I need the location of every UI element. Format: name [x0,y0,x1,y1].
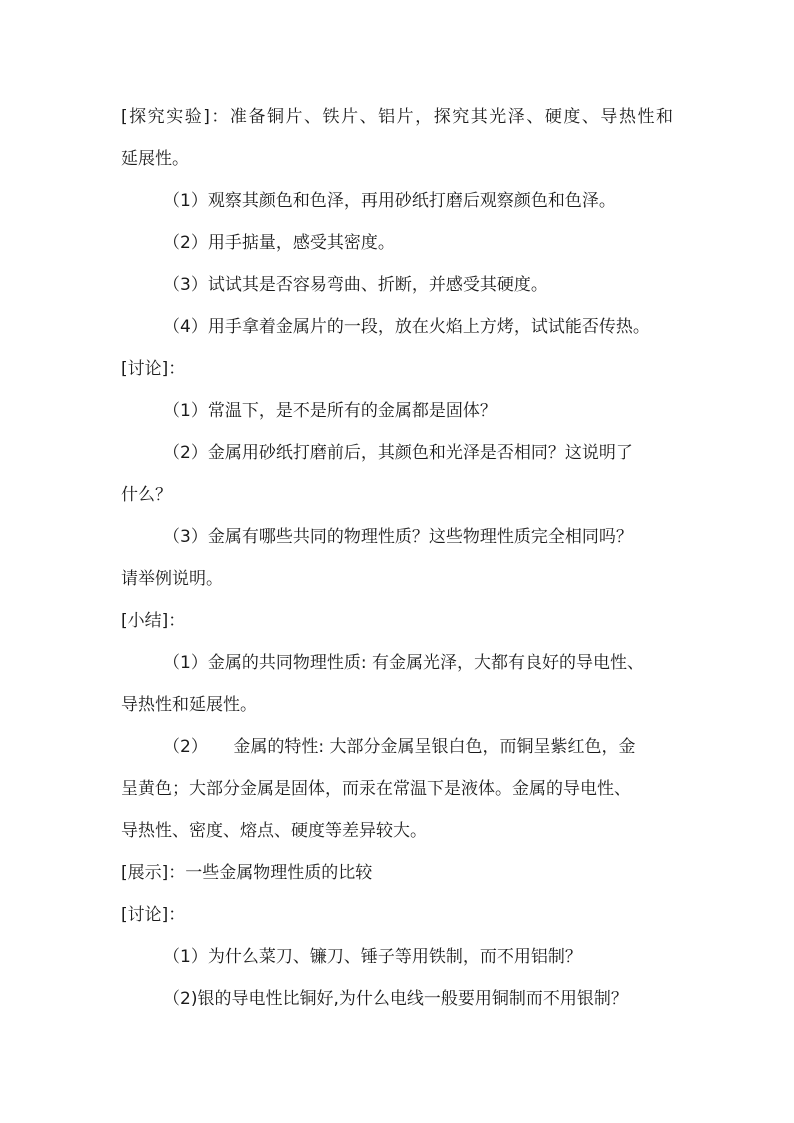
discussion-heading-2: [讨论]： [121,905,186,925]
summary-point-2-continuation-1: 呈黄色；大部分金属是固体，而汞在常温下是液体。金属的导电性、 [121,779,631,799]
display-heading: [展示]：一些金属物理性质的比较 [121,863,373,883]
experiment-step-2: （2）用手掂量，感受其密度。 [163,233,395,253]
summary-heading: [小结]： [121,611,186,631]
experiment-heading-continuation: 延展性。 [121,149,189,169]
discussion-question-1: （1）常温下，是不是所有的金属都是固体？ [163,401,497,421]
discussion-heading: [讨论]： [121,359,186,379]
summary-point-1-continuation: 导热性和延展性。 [121,695,257,715]
discussion-question-3-continuation: 请举例说明。 [121,569,223,589]
experiment-step-3: （3）试试其是否容易弯曲、折断，并感受其硬度。 [163,275,548,295]
summary-point-1: （1）金属的共同物理性质: 有金属光泽，大都有良好的导电性、 [163,653,644,673]
discussion-2-question-1: （1）为什么菜刀、镰刀、锤子等用铁制，而不用铝制？ [163,947,582,967]
discussion-question-3: （3）金属有哪些共同的物理性质？这些物理性质完全相同吗？ [163,527,633,547]
discussion-question-2: （2）金属用砂纸打磨前后，其颜色和光泽是否相同？这说明了 [163,443,633,463]
summary-point-2: （2） 金属的特性: 大部分金属呈银白色，而铜呈紫红色，金 [163,737,636,757]
discussion-question-2-continuation: 什么？ [121,485,172,505]
experiment-step-1: （1）观察其颜色和色泽，再用砂纸打磨后观察颜色和色泽。 [163,191,616,211]
discussion-2-question-2: （2)银的导电性比铜好,为什么电线一般要用铜制而不用银制？ [163,989,628,1009]
summary-point-2-continuation-2: 导热性、密度、熔点、硬度等差异较大。 [121,821,427,841]
experiment-heading-line: [探究实验]：准备铜片、铁片、铝片，探究其光泽、硬度、导热性和 [121,107,673,127]
experiment-step-4: （4）用手拿着金属片的一段，放在火焰上方烤，试试能否传热。 [163,317,650,337]
